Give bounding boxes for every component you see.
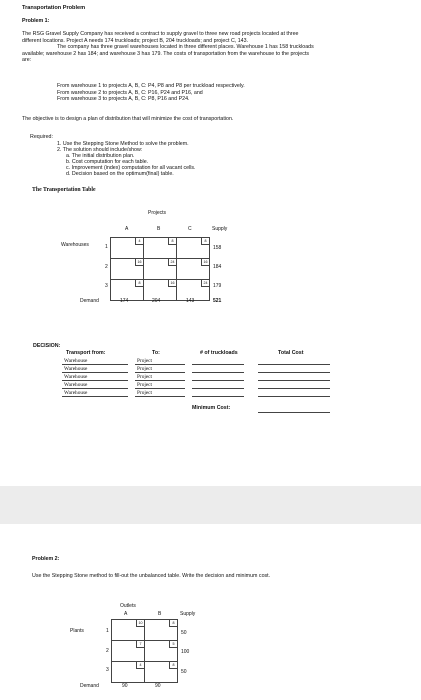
problem-2-label: Problem 2: [32, 556, 60, 562]
total-cost-blank[interactable] [258, 388, 330, 389]
underline [62, 380, 128, 381]
column-header-c: C [188, 226, 192, 232]
underline [62, 364, 128, 365]
supply-value: 179 [213, 283, 222, 289]
cost-box: 8 [169, 620, 177, 627]
required-item: 2. The solution should include/show: [57, 147, 143, 153]
underline [135, 372, 185, 373]
from-item: Warehouse [64, 382, 88, 388]
table-cell[interactable] [111, 259, 144, 280]
decision-label: DECISION: [33, 343, 61, 349]
underline [135, 364, 185, 365]
required-item: 1. Use the Stepping Stone Method to solve the problem. [57, 141, 189, 147]
demand-value: 143 [186, 298, 195, 304]
underline [135, 380, 185, 381]
minimum-cost-label: Minimum Cost: [192, 405, 231, 411]
cost-box: 8 [201, 238, 209, 245]
table-cell[interactable] [112, 620, 145, 641]
supply-value: 158 [213, 245, 222, 251]
transportation-table [110, 237, 210, 301]
total-cost-label: Total Cost [278, 350, 304, 356]
required-subitem: a. The initial distribution plan. [66, 153, 135, 159]
truckloads-blank[interactable] [192, 380, 244, 381]
to-item: Project [137, 382, 153, 388]
cost-line: From warehouse 1 to projects A, B, C: P4, P8 and P8 per truckload respectively. [57, 83, 245, 89]
table-title: The Transportation Table [32, 187, 96, 193]
problem-2-instruction: Use the Stepping Stone method to fill-out the unbalanced table. Write the decision and minimum cost. [32, 573, 271, 579]
table-row [111, 238, 210, 259]
cost-box: 7 [136, 641, 144, 648]
intro-text: are: [22, 57, 32, 63]
table-cell[interactable] [177, 259, 210, 280]
supply-header: Supply [212, 226, 228, 232]
demand-label: Demand [80, 683, 99, 689]
transport-from-label: Transport from: [66, 350, 106, 356]
total-cost-blank[interactable] [258, 364, 330, 365]
minimum-cost-blank[interactable] [258, 412, 330, 413]
unbalanced-table [111, 619, 178, 683]
table-cell[interactable] [112, 662, 145, 683]
column-header-b: B [157, 226, 161, 232]
supply-value: 100 [181, 649, 190, 655]
objective-text: The objective is to design a plan of distribution that will minimize the cost of transportation. [22, 116, 234, 122]
table-row [112, 662, 178, 683]
total-value: 521 [213, 298, 222, 304]
table-cell[interactable] [177, 238, 210, 259]
intro-text: available; warehouse 2 has 184; and warehouse 3 has 179. The costs of transportation from the warehouse to the projects [22, 50, 309, 57]
table-row [111, 259, 210, 280]
to-item: Project [137, 366, 153, 372]
cost-box: 24 [201, 280, 209, 287]
cost-box: 4 [136, 662, 144, 669]
column-header-a: A [124, 611, 128, 617]
column-header-a: A [125, 226, 129, 232]
cost-box: 24 [168, 259, 176, 266]
to-item: Project [137, 374, 153, 380]
cost-box: 8 [135, 280, 143, 287]
table-cell[interactable] [144, 259, 177, 280]
cost-box: 8 [168, 238, 176, 245]
underline [62, 388, 128, 389]
row-number: 2 [106, 648, 109, 654]
demand-value: 174 [120, 298, 129, 304]
truckloads-label: # of truckloads [200, 350, 238, 356]
cost-box: 16 [201, 259, 209, 266]
cost-box: 16 [168, 280, 176, 287]
outlets-label: Outlets [120, 603, 136, 609]
supply-value: 184 [213, 264, 222, 270]
cost-line: From warehouse 3 to projects A, B, C: P8, P16 and P24. [57, 96, 190, 102]
page-separator [0, 486, 421, 524]
table-row [112, 620, 178, 641]
table-cell[interactable] [145, 641, 178, 662]
row-number: 1 [106, 628, 109, 634]
projects-label: Projects [148, 210, 167, 216]
required-subitem: c. Improvement (index) computation for all vacant cells. [66, 165, 196, 171]
truckloads-blank[interactable] [192, 396, 244, 397]
total-cost-blank[interactable] [258, 396, 330, 397]
to-item: Project [137, 358, 153, 364]
from-item: Warehouse [64, 374, 88, 380]
underline [135, 396, 185, 397]
table-cell[interactable] [144, 238, 177, 259]
cost-box: 8 [169, 662, 177, 669]
warehouses-label: Warehouses [61, 242, 89, 248]
cost-box: 4 [135, 238, 143, 245]
from-item: Warehouse [64, 358, 88, 364]
truckloads-blank[interactable] [192, 372, 244, 373]
table-cell[interactable] [111, 238, 144, 259]
cost-box: 5 [169, 641, 177, 648]
cost-box: 16 [135, 259, 143, 266]
document-page-2 [0, 524, 421, 700]
problem-1-label: Problem 1: [22, 18, 50, 24]
table-cell[interactable] [145, 620, 178, 641]
cost-line: From warehouse 2 to projects A, B, C: P16, P24 and P16, and [57, 89, 203, 96]
from-item: Warehouse [64, 390, 88, 396]
table-cell[interactable] [145, 662, 178, 683]
demand-label: Demand [80, 298, 99, 304]
truckloads-blank[interactable] [192, 364, 244, 365]
required-subitem: b. Cost computation for each table. [66, 159, 149, 165]
total-cost-blank[interactable] [258, 380, 330, 381]
required-label: Required: [30, 134, 53, 140]
underline [135, 388, 185, 389]
demand-value: 90 [122, 683, 128, 689]
truckloads-blank[interactable] [192, 388, 244, 389]
total-cost-blank[interactable] [258, 372, 330, 373]
row-number: 1 [105, 244, 108, 250]
underline [62, 396, 128, 397]
row-number: 2 [105, 264, 108, 270]
supply-value: 50 [181, 630, 187, 636]
table-cell[interactable] [112, 641, 145, 662]
intro-text: different locations. Project A needs 174 truckloads; project B, 204 truckloads; and project C, 143. [22, 37, 249, 44]
document-heading: Transportation Problem [22, 5, 86, 11]
from-item: Warehouse [64, 366, 88, 372]
intro-text: The RSG Gravel Supply Company has received a contract to supply gravel to three new road projects located at three [22, 31, 299, 37]
row-number: 3 [106, 667, 109, 673]
column-header-b: B [158, 611, 162, 617]
underline [62, 372, 128, 373]
to-item: Project [137, 390, 153, 396]
intro-text: The company has three gravel warehouses located in three different places. Warehouse 1 has 158 truckloads [57, 44, 314, 50]
cost-box: 10 [136, 620, 144, 627]
plants-label: Plants [70, 628, 84, 634]
demand-value: 90 [155, 683, 161, 689]
supply-header: Supply [180, 611, 196, 617]
to-label: To: [152, 350, 160, 356]
row-number: 3 [105, 283, 108, 289]
supply-value: 50 [181, 669, 187, 675]
required-subitem: d. Decision based on the optimum(final) table. [66, 171, 174, 177]
demand-value: 204 [152, 298, 161, 304]
table-row [112, 641, 178, 662]
